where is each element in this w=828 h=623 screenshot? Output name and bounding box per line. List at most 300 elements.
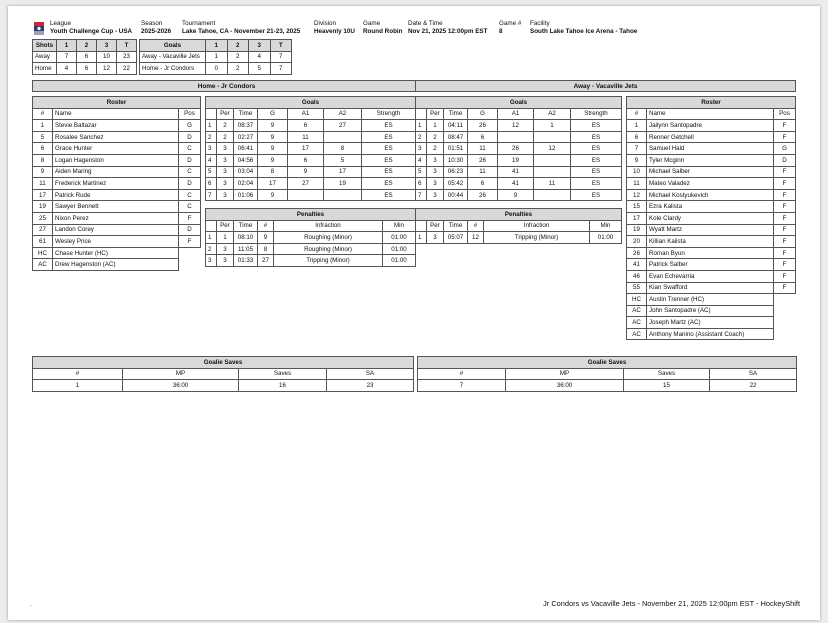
table-cell: Logan Hagenston bbox=[53, 154, 179, 166]
home-roster-table bbox=[32, 96, 201, 271]
table-row bbox=[33, 380, 414, 392]
table-cell: Grace Hunter bbox=[53, 143, 179, 155]
table-cell: G bbox=[258, 108, 288, 120]
table-row bbox=[206, 154, 416, 166]
table-cell: 04:56 bbox=[234, 154, 258, 166]
table-cell: F bbox=[774, 247, 796, 259]
table-cell bbox=[179, 247, 201, 259]
home-goalie-saves-table bbox=[32, 356, 414, 392]
home-roster-body bbox=[33, 120, 201, 271]
table-cell: 9 bbox=[498, 189, 534, 201]
table-cell: C bbox=[179, 201, 201, 213]
away-goalie-body bbox=[418, 380, 797, 392]
table-row bbox=[416, 232, 622, 244]
table-cell: 26 bbox=[468, 120, 498, 132]
table-cell: 17 bbox=[324, 166, 362, 178]
home-team-title: Home - Jr Condors bbox=[32, 80, 421, 92]
table-cell: 04:11 bbox=[444, 120, 468, 132]
table-cell: Roughing (Minor) bbox=[274, 232, 383, 244]
table-cell: HC bbox=[33, 247, 53, 259]
table-cell: 4 bbox=[206, 154, 217, 166]
home-penalties-title: Penalties bbox=[206, 209, 416, 221]
table-row bbox=[33, 40, 137, 52]
table-cell: ES bbox=[362, 178, 416, 190]
table-header: Name bbox=[53, 108, 179, 120]
table-cell: 02:04 bbox=[234, 178, 258, 190]
table-cell: 05:07 bbox=[444, 232, 468, 244]
table-cell: ES bbox=[571, 131, 622, 143]
table-row bbox=[627, 120, 796, 132]
table-cell: 4 bbox=[249, 51, 271, 63]
table-cell: 01:00 bbox=[383, 232, 416, 244]
table-row bbox=[627, 131, 796, 143]
home-goalie-body bbox=[33, 380, 414, 392]
table-cell: 8 bbox=[258, 243, 274, 255]
table-row bbox=[416, 154, 622, 166]
table-cell: 2 bbox=[427, 143, 444, 155]
table-cell: A2 bbox=[324, 108, 362, 120]
table-cell: 01:06 bbox=[234, 189, 258, 201]
table-cell: Per bbox=[217, 108, 234, 120]
table-cell: Infraction bbox=[274, 220, 383, 232]
table-cell: ES bbox=[362, 120, 416, 132]
table-cell: 9 bbox=[258, 131, 288, 143]
table-cell: 9 bbox=[258, 143, 288, 155]
away-goals-table bbox=[415, 96, 622, 201]
table-cell: Roughing (Minor) bbox=[274, 243, 383, 255]
table-cell: 6 bbox=[288, 120, 324, 132]
table-cell: 17 bbox=[33, 189, 53, 201]
table-header: # bbox=[33, 108, 53, 120]
table-row bbox=[627, 201, 796, 213]
table-row bbox=[206, 120, 416, 132]
table-cell: Min bbox=[383, 220, 416, 232]
table-cell bbox=[179, 259, 201, 271]
table-cell: A1 bbox=[288, 108, 324, 120]
table-cell: 01:00 bbox=[383, 255, 416, 267]
table-cell: Killian Kalista bbox=[647, 236, 774, 248]
table-cell: 1 bbox=[416, 232, 427, 244]
table-cell: Rosalee Sanchez bbox=[53, 131, 179, 143]
table-cell: 3 bbox=[217, 243, 234, 255]
table-cell: 2 bbox=[227, 63, 249, 75]
table-cell: 19 bbox=[627, 224, 647, 236]
table-row bbox=[206, 131, 416, 143]
table-row bbox=[416, 178, 622, 190]
table-cell: 9 bbox=[258, 232, 274, 244]
table-row bbox=[627, 317, 796, 329]
table-cell: 5 bbox=[249, 63, 271, 75]
table-cell: 41 bbox=[627, 259, 647, 271]
table-cell: Jailynn Santopadre bbox=[647, 120, 774, 132]
table-row bbox=[206, 189, 416, 201]
table-cell: ES bbox=[571, 166, 622, 178]
table-cell: Away - Vacaville Jets bbox=[140, 51, 206, 63]
table-row bbox=[627, 97, 796, 109]
table-cell: Home bbox=[33, 63, 57, 75]
facility-field: Facility South Lake Tahoe Ice Arena - Tahoe bbox=[530, 20, 638, 35]
table-cell: 19 bbox=[324, 178, 362, 190]
table-cell: 3 bbox=[427, 154, 444, 166]
table-cell: 12 bbox=[627, 189, 647, 201]
table-cell: 3 bbox=[206, 255, 217, 267]
table-cell: Aiden Maring bbox=[53, 166, 179, 178]
table-cell: Saves bbox=[624, 368, 710, 380]
table-row bbox=[33, 247, 201, 259]
table-cell: Kian Swafford bbox=[647, 282, 774, 294]
table-row bbox=[206, 97, 416, 109]
table-cell: Time bbox=[444, 220, 468, 232]
table-row bbox=[33, 178, 201, 190]
table-cell: ES bbox=[571, 143, 622, 155]
table-cell: # bbox=[258, 220, 274, 232]
table-cell: Saves bbox=[239, 368, 327, 380]
table-cell: 6 bbox=[468, 178, 498, 190]
table-cell: 10:30 bbox=[444, 154, 468, 166]
table-cell: 0 bbox=[206, 63, 228, 75]
table-cell: Time bbox=[234, 220, 258, 232]
table-cell bbox=[774, 317, 796, 329]
table-cell: 4 bbox=[57, 63, 77, 75]
table-header: 1 bbox=[206, 40, 228, 52]
table-cell: Per bbox=[427, 108, 444, 120]
away-penalties-title: Penalties bbox=[416, 209, 622, 221]
table-row bbox=[33, 120, 201, 132]
table-row bbox=[33, 259, 201, 271]
table-cell: Ezra Kalista bbox=[647, 201, 774, 213]
table-cell bbox=[324, 131, 362, 143]
table-cell: F bbox=[774, 131, 796, 143]
table-cell: ES bbox=[362, 143, 416, 155]
table-row bbox=[416, 97, 622, 109]
table-cell: 10 bbox=[627, 166, 647, 178]
table-row bbox=[140, 51, 292, 63]
table-cell: Home - Jr Condors bbox=[140, 63, 206, 75]
home-penalties-table bbox=[205, 208, 416, 267]
table-cell: 7 bbox=[270, 63, 292, 75]
table-cell bbox=[774, 305, 796, 317]
table-cell: Tripping (Minor) bbox=[484, 232, 590, 244]
away-penalties-table bbox=[415, 208, 622, 244]
table-cell: MP bbox=[123, 368, 239, 380]
table-cell: 10 bbox=[97, 51, 117, 63]
table-cell: 9 bbox=[258, 154, 288, 166]
footer-caption: Jr Condors vs Vacaville Jets - November 21, 2025 12:00pm EST - HockeyShift bbox=[543, 599, 800, 608]
table-cell: 1 bbox=[206, 51, 228, 63]
table-cell: Wesley Price bbox=[53, 236, 179, 248]
table-cell: 7 bbox=[416, 189, 427, 201]
table-cell: 4 bbox=[416, 154, 427, 166]
table-cell: D bbox=[179, 224, 201, 236]
table-cell: 01:00 bbox=[590, 232, 622, 244]
table-row bbox=[33, 97, 201, 109]
home-roster-title: Roster bbox=[33, 97, 201, 109]
table-cell: F bbox=[774, 224, 796, 236]
home-goals-table bbox=[205, 96, 416, 201]
table-header: Name bbox=[647, 108, 774, 120]
table-cell: Austin Trenner (HC) bbox=[647, 294, 774, 306]
table-cell: 23 bbox=[117, 51, 137, 63]
table-cell: 1 bbox=[33, 120, 53, 132]
table-row bbox=[418, 368, 797, 380]
table-cell: 11:05 bbox=[234, 243, 258, 255]
table-header: 2 bbox=[77, 40, 97, 52]
table-row bbox=[416, 209, 622, 221]
table-cell: 3 bbox=[217, 189, 234, 201]
table-cell: 36:00 bbox=[123, 380, 239, 392]
table-cell bbox=[206, 108, 217, 120]
table-cell: 03:04 bbox=[234, 166, 258, 178]
table-row bbox=[416, 166, 622, 178]
table-cell: C bbox=[179, 143, 201, 155]
table-cell: 2 bbox=[217, 131, 234, 143]
table-cell: 6 bbox=[627, 131, 647, 143]
league-logo-icon bbox=[34, 22, 44, 35]
table-cell: F bbox=[774, 282, 796, 294]
table-cell: 3 bbox=[217, 143, 234, 155]
table-header: 3 bbox=[249, 40, 271, 52]
table-cell: 2 bbox=[416, 131, 427, 143]
table-cell: Michael Salber bbox=[647, 166, 774, 178]
table-cell: 06:23 bbox=[444, 166, 468, 178]
game-field: Game Round Robin bbox=[363, 20, 403, 35]
table-cell: 26 bbox=[468, 189, 498, 201]
table-cell: F bbox=[774, 166, 796, 178]
table-cell: AC bbox=[627, 305, 647, 317]
table-cell: 15 bbox=[627, 201, 647, 213]
table-cell: Tyler Mcginn bbox=[647, 154, 774, 166]
table-cell: Tripping (Minor) bbox=[274, 255, 383, 267]
table-cell: 17 bbox=[288, 143, 324, 155]
table-row bbox=[627, 143, 796, 155]
table-row bbox=[206, 209, 416, 221]
footer-dot: . bbox=[30, 602, 32, 608]
table-cell: 08:47 bbox=[444, 131, 468, 143]
table-row bbox=[33, 154, 201, 166]
table-cell: F bbox=[774, 120, 796, 132]
table-cell: 11 bbox=[468, 143, 498, 155]
table-row bbox=[33, 357, 414, 369]
home-penalties-body bbox=[206, 232, 416, 267]
table-cell: Per bbox=[217, 220, 234, 232]
table-header: 3 bbox=[97, 40, 117, 52]
table-cell bbox=[534, 131, 571, 143]
table-cell: Wyatt Martz bbox=[647, 224, 774, 236]
table-cell: 19 bbox=[33, 201, 53, 213]
table-cell: 27 bbox=[33, 224, 53, 236]
table-cell: D bbox=[179, 178, 201, 190]
datetime-field: Date & Time Nov 21, 2025 12:00pm EST bbox=[408, 20, 488, 35]
table-cell: Chase Hunter (HC) bbox=[53, 247, 179, 259]
table-cell: 11 bbox=[534, 178, 571, 190]
league-field: League Youth Challenge Cup - USA bbox=[50, 20, 133, 35]
table-cell: 6 bbox=[77, 51, 97, 63]
table-cell: MP bbox=[506, 368, 624, 380]
table-cell: 1 bbox=[206, 232, 217, 244]
table-cell: 06:41 bbox=[234, 143, 258, 155]
table-row bbox=[416, 220, 622, 232]
away-team-title: Away - Vacaville Jets bbox=[415, 80, 796, 92]
home-goalie-title: Goalie Saves bbox=[33, 357, 414, 369]
table-cell: Patrick Rude bbox=[53, 189, 179, 201]
table-cell: F bbox=[774, 201, 796, 213]
table-cell: C bbox=[179, 166, 201, 178]
table-cell: 01:51 bbox=[444, 143, 468, 155]
table-cell: 3 bbox=[427, 232, 444, 244]
table-header: T bbox=[270, 40, 292, 52]
table-row bbox=[140, 40, 292, 52]
table-cell: 3 bbox=[416, 143, 427, 155]
table-row bbox=[140, 63, 292, 75]
table-cell: 11 bbox=[627, 178, 647, 190]
table-cell: A2 bbox=[534, 108, 571, 120]
table-cell: Kole Clardy bbox=[647, 212, 774, 224]
table-cell: AC bbox=[627, 328, 647, 340]
goals-summary-table bbox=[139, 39, 292, 75]
table-row bbox=[33, 201, 201, 213]
table-cell: 01:00 bbox=[383, 243, 416, 255]
away-roster-title: Roster bbox=[627, 97, 796, 109]
table-cell: 8 bbox=[258, 166, 288, 178]
away-roster-table bbox=[626, 96, 796, 340]
table-row bbox=[627, 236, 796, 248]
table-row bbox=[206, 243, 416, 255]
table-cell bbox=[324, 189, 362, 201]
table-cell: Anthony Manino (Assistant Coach) bbox=[647, 328, 774, 340]
away-goals-title: Goals bbox=[416, 97, 622, 109]
table-cell: 27 bbox=[258, 255, 274, 267]
table-row bbox=[33, 131, 201, 143]
table-row bbox=[627, 328, 796, 340]
table-cell: G bbox=[468, 108, 498, 120]
table-cell: AC bbox=[33, 259, 53, 271]
table-cell: 2 bbox=[217, 120, 234, 132]
table-cell: 12 bbox=[468, 232, 484, 244]
table-cell: 6 bbox=[206, 178, 217, 190]
table-cell: Renner Getchell bbox=[647, 131, 774, 143]
table-cell: 11 bbox=[33, 178, 53, 190]
table-cell: 7 bbox=[270, 51, 292, 63]
table-cell: 17 bbox=[258, 178, 288, 190]
table-cell: 08:37 bbox=[234, 120, 258, 132]
table-cell: C bbox=[179, 189, 201, 201]
table-cell: 26 bbox=[627, 247, 647, 259]
table-cell: 22 bbox=[117, 63, 137, 75]
table-cell: D bbox=[179, 131, 201, 143]
table-cell: Landon Corey bbox=[53, 224, 179, 236]
table-cell: 26 bbox=[498, 143, 534, 155]
table-row bbox=[33, 236, 201, 248]
table-cell: 27 bbox=[324, 120, 362, 132]
table-row bbox=[206, 255, 416, 267]
table-cell bbox=[534, 189, 571, 201]
home-goals-title: Goals bbox=[206, 97, 416, 109]
table-cell: 11 bbox=[468, 166, 498, 178]
table-cell bbox=[416, 220, 427, 232]
table-cell: 41 bbox=[498, 166, 534, 178]
table-row bbox=[418, 380, 797, 392]
table-cell: Stevie Baltazar bbox=[53, 120, 179, 132]
table-cell: 12 bbox=[97, 63, 117, 75]
table-cell: 8 bbox=[33, 154, 53, 166]
table-cell: 6 bbox=[77, 63, 97, 75]
table-cell: F bbox=[179, 212, 201, 224]
table-cell: 6 bbox=[416, 178, 427, 190]
table-row bbox=[416, 143, 622, 155]
table-row bbox=[206, 178, 416, 190]
table-cell: Min bbox=[590, 220, 622, 232]
table-header: 1 bbox=[57, 40, 77, 52]
table-cell: 01:33 bbox=[234, 255, 258, 267]
table-cell: 61 bbox=[33, 236, 53, 248]
table-cell: F bbox=[774, 236, 796, 248]
division-field: Division Heavenly 10U bbox=[314, 20, 355, 35]
table-cell: D bbox=[179, 154, 201, 166]
table-cell: 1 bbox=[416, 120, 427, 132]
table-cell: ES bbox=[571, 189, 622, 201]
table-cell: 8 bbox=[324, 143, 362, 155]
away-roster-body bbox=[627, 120, 796, 340]
table-cell: 23 bbox=[327, 380, 414, 392]
table-cell: Time bbox=[444, 108, 468, 120]
table-cell: D bbox=[774, 154, 796, 166]
table-cell: 5 bbox=[33, 131, 53, 143]
table-cell: F bbox=[774, 212, 796, 224]
table-cell: 9 bbox=[627, 154, 647, 166]
table-row bbox=[627, 270, 796, 282]
table-row bbox=[33, 108, 201, 120]
table-cell: AC bbox=[627, 317, 647, 329]
table-cell: 17 bbox=[627, 212, 647, 224]
table-cell: Mateo Valadez bbox=[647, 178, 774, 190]
table-row bbox=[33, 143, 201, 155]
table-cell: 12 bbox=[498, 120, 534, 132]
tournament-field: Tournament Lake Tahoe, CA - November 21-23, 2025 bbox=[182, 20, 301, 35]
table-cell: F bbox=[774, 189, 796, 201]
table-cell: ES bbox=[362, 166, 416, 178]
table-cell: 36:00 bbox=[506, 380, 624, 392]
table-cell: ES bbox=[362, 189, 416, 201]
table-row bbox=[627, 247, 796, 259]
table-cell: 25 bbox=[33, 212, 53, 224]
table-cell: Per bbox=[427, 220, 444, 232]
game-number-field: Game # 8 bbox=[499, 20, 522, 35]
table-cell: 7 bbox=[418, 380, 506, 392]
table-cell: 3 bbox=[217, 255, 234, 267]
table-cell: SA bbox=[327, 368, 414, 380]
table-cell: 16 bbox=[239, 380, 327, 392]
table-header: T bbox=[117, 40, 137, 52]
table-cell: 9 bbox=[258, 189, 288, 201]
table-cell: 7 bbox=[57, 51, 77, 63]
table-row bbox=[33, 224, 201, 236]
table-row bbox=[627, 259, 796, 271]
table-cell: 6 bbox=[288, 154, 324, 166]
table-row bbox=[627, 294, 796, 306]
table-cell: Samuel Hald bbox=[647, 143, 774, 155]
table-cell: Joseph Martz (AC) bbox=[647, 317, 774, 329]
table-cell: Time bbox=[234, 108, 258, 120]
table-cell bbox=[534, 154, 571, 166]
table-cell: 1 bbox=[33, 380, 123, 392]
table-cell: # bbox=[33, 368, 123, 380]
table-header: Pos bbox=[179, 108, 201, 120]
table-cell: 19 bbox=[498, 154, 534, 166]
table-cell: 3 bbox=[427, 166, 444, 178]
table-cell: ES bbox=[571, 120, 622, 132]
table-row bbox=[627, 305, 796, 317]
table-row bbox=[418, 357, 797, 369]
